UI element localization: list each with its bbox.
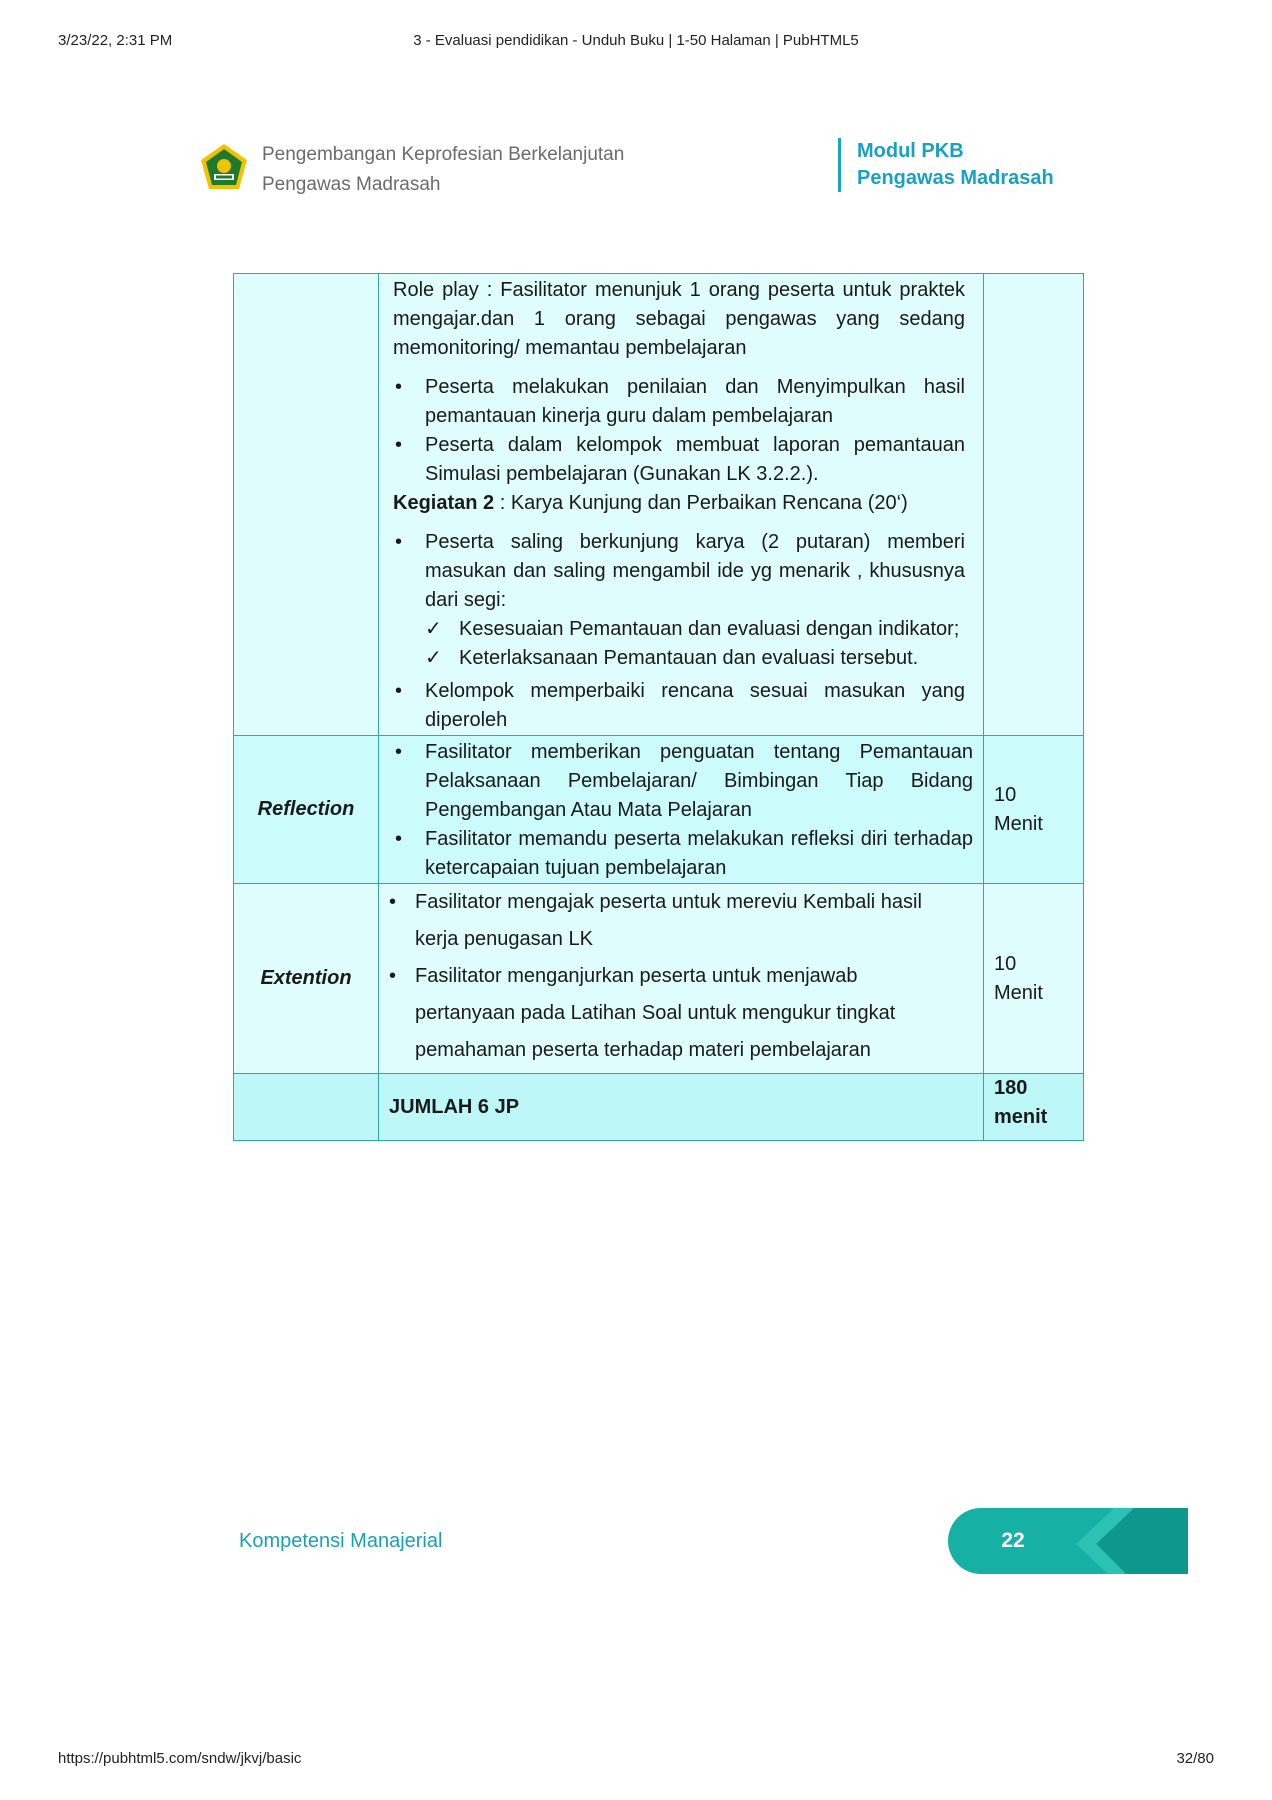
- reflection-content-cell: [379, 736, 984, 884]
- list-item: • Peserta saling berkunjung karya (2 putaran) memberi masukan dan saling mengambil ide yg menarik , khususnya dari segi:: [393, 528, 965, 615]
- total-time-value: 180: [994, 1077, 1028, 1099]
- total-time: [984, 1074, 1084, 1141]
- institution-name: [262, 140, 624, 200]
- time-unit: Menit: [994, 812, 1043, 835]
- check-item: [393, 644, 965, 673]
- table-row-reflection: [234, 736, 1084, 884]
- print-page-title: 3 - Evaluasi pendidikan - Unduh Buku | 1-50 Halaman | PubHTML5: [413, 32, 859, 49]
- document-header: [198, 136, 1078, 206]
- time-unit: Menit: [994, 981, 1043, 1004]
- module-line-2: Pengawas Madrasah: [857, 167, 1054, 189]
- total-time-unit: menit: [994, 1106, 1048, 1128]
- activity-table: [233, 273, 1084, 1141]
- module-title: [838, 138, 1054, 192]
- table-row-total: [234, 1074, 1084, 1141]
- institution-line-2: Pengawas Madrasah: [262, 174, 441, 195]
- extention-time: [984, 884, 1084, 1074]
- check-item-text: Keterlaksanaan Pemantauan dan evaluasi tersebut.: [459, 647, 919, 669]
- print-footer: [58, 1750, 1214, 1770]
- print-pagination: 32/80: [1176, 1750, 1214, 1767]
- check-item: [393, 615, 965, 644]
- check-item-text: Kesesuaian Pemantauan dan evaluasi dengan indikator;: [459, 618, 960, 640]
- time-value: 10: [994, 952, 1017, 975]
- kegiatan-text: : Karya Kunjung dan Perbaikan Rencana (20‘): [494, 492, 908, 514]
- role-play-text: Role play : Fasilitator menunjuk 1 orang peserta untuk praktek mengajar.dan 1 orang sebagai pengawas yang sedang memonitoring/ memantau pembelajaran: [393, 279, 965, 359]
- list-item: • Peserta dalam kelompok membuat laporan pemantauan Simulasi pembelajaran (Gunakan LK 3.2.2.).: [393, 431, 965, 489]
- page-number: 22: [1001, 1529, 1025, 1552]
- list-item: • Fasilitator memberikan penguatan tentang Pemantauan Pelaksanaan Pembelajaran/ Bimbingan Tiap Bidang Pengembangan Atau Mata Pelajaran: [393, 738, 973, 825]
- list-item: • Fasilitator memandu peserta melakukan refleksi diri terhadap ketercapaian tujuan pembelajaran: [393, 825, 973, 883]
- institution-line-1: Pengembangan Keprofesian Berkelanjutan: [262, 144, 625, 165]
- table-row-extention: [234, 884, 1084, 1074]
- total-label: JUMLAH 6 JP: [379, 1074, 984, 1141]
- checkmark-icon: ✓: [425, 647, 442, 669]
- print-datetime: 3/23/22, 2:31 PM: [58, 32, 173, 49]
- kegiatan-heading: [393, 489, 965, 518]
- print-url: https://pubhtml5.com/sndw/jkvj/basic: [58, 1750, 302, 1767]
- list-item: • Fasilitator menganjurkan peserta untuk menjawab pertanyaan pada Latihan Soal untuk mengukur tingkat pemahaman peserta terhadap materi pembelajaran: [385, 958, 943, 1069]
- section-name: Kompetensi Manajerial: [239, 1530, 443, 1552]
- kegiatan-label: Kegiatan 2: [393, 492, 495, 514]
- list-item: • Peserta melakukan penilaian dan Menyimpulkan hasil pemantauan kinerja guru dalam pembelajaran: [393, 373, 965, 431]
- total-stage-empty: [234, 1074, 379, 1141]
- stage-label-reflection: Reflection: [234, 736, 379, 884]
- module-line-1: Modul PKB: [857, 140, 964, 162]
- activity-content-cell: [379, 274, 984, 736]
- kemenag-emblem-icon: [198, 142, 250, 194]
- stage-cell-empty: [234, 274, 379, 736]
- list-item: • Fasilitator mengajak peserta untuk mereviu Kembali hasil kerja penugasan LK: [385, 884, 943, 958]
- time-value: 10: [994, 783, 1017, 806]
- table-row-activity: [234, 274, 1084, 736]
- extention-content-cell: [379, 884, 984, 1074]
- stage-label-extention: Extention: [234, 884, 379, 1074]
- time-cell-empty: [984, 274, 1084, 736]
- reflection-time: [984, 736, 1084, 884]
- checkmark-icon: ✓: [425, 618, 442, 640]
- list-item: • Kelompok memperbaiki rencana sesuai masukan yang diperoleh: [393, 677, 965, 735]
- print-header: [58, 32, 1214, 52]
